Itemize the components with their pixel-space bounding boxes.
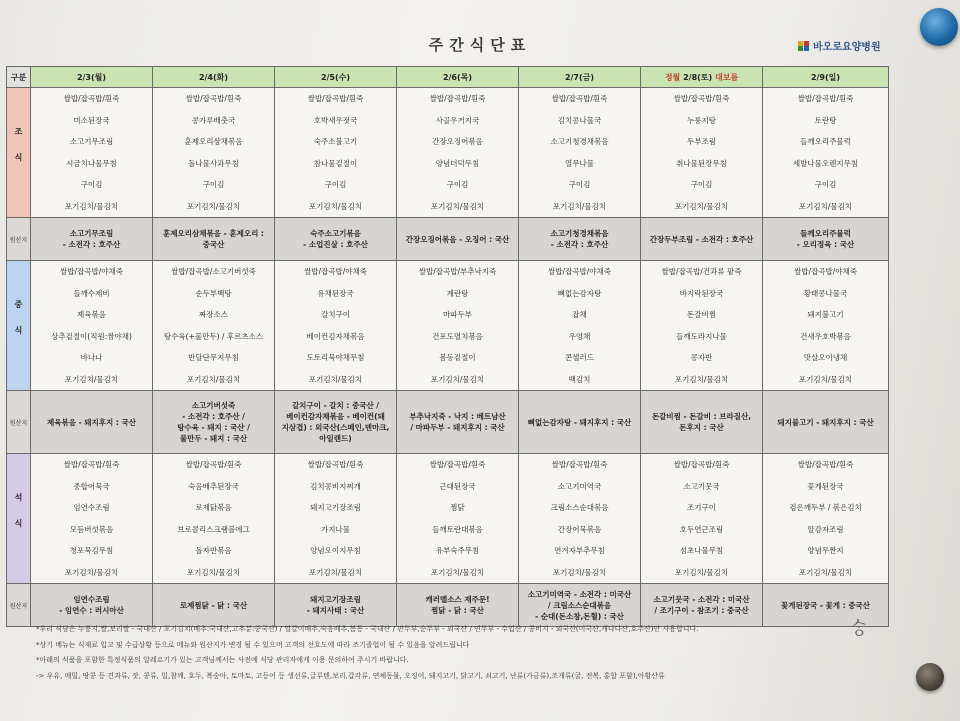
menu-item: 쌀밥/잡곡밥/흰죽 — [551, 94, 608, 103]
menu-item: 포기김치/물김치 — [64, 567, 119, 577]
handwritten-signature: ᄉᆞᆼ — [849, 617, 869, 640]
origin-cell: 소고기버섯죽 - 소전각 : 호주산 / 탕수육 - 돼지 : 국산 / 물만두 - 돼지 : 국산 — [153, 391, 275, 454]
origin-cell: 숙주소고기볶음 - 소업진살 : 호주산 — [275, 218, 397, 261]
menu-item: 소고기청경채볶음 — [550, 137, 609, 146]
menu-item: 사골우거지국 — [435, 115, 480, 125]
menu-item: 구이김 — [814, 180, 837, 189]
menu-item: 숙주소불고기 — [313, 137, 358, 146]
dark-magnet-icon — [916, 663, 944, 691]
menu-item: 근대된장국 — [439, 481, 476, 491]
menu-item: 연겨자부추무침 — [554, 546, 605, 555]
origin-cell: 소고기무조림 - 소전각 : 호주산 — [31, 218, 153, 261]
menu-cell — [519, 454, 641, 584]
menu-item: 포기김치/물김치 — [186, 201, 241, 211]
menu-cell — [519, 88, 641, 218]
menu-cell — [641, 261, 763, 391]
meal-category: 석식 — [7, 454, 31, 584]
menu-item: 우엉채 — [568, 331, 591, 341]
origin-cell: 갈치구이 - 갈치 : 중국산 / 베이컨감자채볶음 - 베이컨(돼 지삼겹) : 외국산(스페인,덴마크, 아일랜드) — [275, 391, 397, 454]
menu-cell — [519, 261, 641, 391]
menu-item: 구이김 — [80, 180, 103, 189]
header-day — [31, 67, 153, 88]
weekly-menu-table — [6, 66, 888, 627]
header-day — [275, 67, 397, 88]
notes — [36, 622, 866, 684]
menu-item: 꽃게된장국 — [807, 481, 844, 491]
menu-item: 세발나물오렌지무침 — [792, 158, 859, 168]
menu-item: 쌀밥/잡곡밥/흰죽 — [429, 460, 486, 469]
menu-item: 쌀밥/잡곡밥/소고기버섯죽 — [171, 267, 256, 276]
menu-cell — [397, 261, 519, 391]
menu-item: 양념더덕무침 — [435, 158, 480, 168]
menu-item: 돼지고기장조림 — [310, 503, 361, 512]
note-line: -> 우유, 메밀, 땅콩 등 견과류, 잣, 콩류, 밀,참깨, 호두, 복숭아, 토마토, 고등어 등 생선류,글루텐,보리,갑각류, 연체동물, 오징어, 돼지고기, 닭고기, 쇠고기, 난류(가금류),조개류(굴, 전복, 홍합 포함),아황산류 — [36, 671, 665, 680]
menu-item: 들깨도라지나물 — [676, 331, 727, 341]
menu-item: 포기김치/물김치 — [430, 201, 485, 211]
menu-item: 포기김치/물김치 — [308, 567, 363, 577]
origin-cell: 들깨오리주물럭 - 오리정육 : 국산 — [763, 218, 889, 261]
menu-item: 계란탕 — [446, 288, 469, 298]
origin-cell: 캐러멜소스 재주문! 찜닭 - 닭 : 국산 — [397, 584, 519, 627]
menu-item: 돌자반볶음 — [195, 546, 232, 555]
menu-item: 열무나물 — [565, 158, 594, 168]
menu-item: 소고기미역국 — [557, 481, 602, 491]
day-label: 2/9(일) — [810, 72, 841, 82]
menu-cell — [275, 454, 397, 584]
menu-item: 조기구이 — [687, 503, 716, 512]
menu-item: 포기김치/물김치 — [674, 567, 729, 577]
menu-item: 쌀밥/잡곡밥/흰죽 — [673, 94, 730, 103]
origin-label: 원산지 — [7, 218, 31, 261]
menu-item: 검은깨두부 / 볶은김치 — [789, 503, 862, 512]
hospital-logo — [798, 38, 881, 53]
menu-item: 브로콜리스크램블에그 — [177, 524, 250, 534]
menu-item: 쌀밥/잡곡밥/흰죽 — [63, 460, 120, 469]
menu-item: 김치콩비지찌개 — [310, 481, 361, 491]
menu-item: 베이컨김자채볶음 — [306, 331, 365, 341]
menu-item: 포기김치/물김치 — [430, 567, 485, 577]
menu-item: 간장오징어볶음 — [432, 137, 483, 146]
menu-cell — [641, 88, 763, 218]
origin-cell: 간장두부조림 - 소전각 : 호주산 — [641, 218, 763, 261]
day-label: 2/7(금) — [564, 72, 595, 82]
menu-cell — [153, 454, 275, 584]
menu-cell — [31, 261, 153, 391]
menu-item: 유부숙주무침 — [435, 546, 480, 555]
menu-item: 순두부백탕 — [195, 288, 232, 298]
menu-item: 백김치 — [568, 374, 591, 384]
menu-item: 돈갈비찜 — [687, 310, 716, 319]
menu-item: 포기김치/물김치 — [552, 201, 607, 211]
note-line: *상기 메뉴는 식재료 입고 및 수급상황 등으로 메뉴와 원산지가 변경 될 수 있으며 고객의 선호도에 따라 조기졸업이 될 수 있음을 알려드립니다 — [36, 640, 470, 649]
menu-item: 바지락된장국 — [679, 288, 724, 298]
menu-item: 숙음배추된장국 — [188, 481, 239, 491]
origin-row — [7, 391, 889, 454]
menu-cell — [641, 454, 763, 584]
menu-item: 쌀밥/잡곡밥/흰죽 — [551, 460, 608, 469]
menu-item: 참나물겉절이 — [313, 158, 358, 168]
menu-item: 구이김 — [690, 180, 713, 189]
menu-item: 포기김치/물김치 — [674, 374, 729, 384]
meal-row — [7, 261, 889, 391]
menu-cell — [763, 454, 889, 584]
menu-item: 호두연근조림 — [679, 524, 724, 534]
menu-item: 포기김치/물김치 — [308, 201, 363, 211]
origin-label: 원산지 — [7, 584, 31, 627]
origin-cell: 소고기뭇국 - 소전각 : 미국산 / 조기구이 - 참조기 : 중국산 — [641, 584, 763, 627]
note-line: *우리 식당은 누룽지,쌀,보리쌀 - 국내산 / 포기김치(배추:국내산,고추분:중국산) / 열갈이배추,숙음배추,봄동 - 국내산 / 판두부,순두부 - 외국산 / 연두부 - 수입산 / 콩비지 - 외국산(미국산,캐나다산,호주산)만 사용합니다. — [36, 625, 699, 633]
menu-item: 쌀밥/잡곡밥/부추낙지죽 — [418, 267, 497, 276]
origin-cell: 뼈없는감자탕 - 돼지후지 : 국산 — [519, 391, 641, 454]
header-day — [153, 67, 275, 88]
menu-item: 잡채 — [572, 310, 587, 319]
menu-item: 맛살오이냉채 — [803, 353, 848, 362]
menu-item: 뼈없는감자탕 — [557, 288, 602, 298]
note-line: *아래의 식품을 포함한 특정식품의 알레르기가 있는 고객님께서는 사전에 식당 관리자에게 이용 문의하여 주시기 바랍니다. — [36, 656, 409, 664]
origin-cell: 제육볶음 - 돼지후지 : 국산 — [31, 391, 153, 454]
day-label: 2/8(토) — [683, 72, 713, 82]
menu-item: 제육볶음 — [77, 310, 106, 319]
menu-item: 갈치구이 — [321, 310, 350, 319]
menu-item: 콩가루배춧국 — [191, 115, 236, 125]
header-day — [519, 67, 641, 88]
origin-label: 원산지 — [7, 391, 31, 454]
menu-item: 쌀밥/잡곡밥/흰죽 — [797, 460, 854, 469]
day-label: 2/4(화) — [198, 72, 229, 82]
menu-item: 쌀밥/잡곡밥/흰죽 — [797, 94, 854, 103]
menu-item: 청포묵김무침 — [69, 546, 114, 555]
menu-item: 포기김치/물김치 — [308, 374, 363, 384]
menu-item: 포기김치/물김치 — [64, 201, 119, 211]
menu-item: 쌀밥/잡곡밥/야채죽 — [59, 267, 123, 276]
header-day — [641, 67, 763, 88]
menu-item: 임연수조림 — [73, 503, 110, 512]
menu-item: 봄동겉절이 — [439, 353, 476, 362]
menu-item: 들깨수제비 — [73, 288, 110, 298]
day-label: 2/5(수) — [320, 72, 351, 82]
header-category: 구분 — [7, 67, 31, 88]
menu-item: 구이김 — [446, 180, 469, 189]
origin-cell: 부추낙지죽 - 낙지 : 베트남산 / 마파두부 - 돼지후지 : 국산 — [397, 391, 519, 454]
menu-item: 콩자반 — [690, 353, 713, 362]
menu-item: 쌀밥/잡곡밥/흰죽 — [63, 94, 120, 103]
holiday-suffix: 대보름 — [714, 72, 739, 82]
origin-cell: 간장오징어볶음 - 오징어 : 국산 — [397, 218, 519, 261]
menu-item: 포기김치/물김치 — [798, 201, 853, 211]
origin-cell: 임연수조림 - 임연수 : 러시아산 — [31, 584, 153, 627]
origin-cell: 로제찜닭 - 닭 : 국산 — [153, 584, 275, 627]
menu-cell — [763, 261, 889, 391]
menu-item: 양념오이지무침 — [310, 546, 361, 555]
meal-category: 중식 — [7, 261, 31, 391]
menu-cell — [397, 454, 519, 584]
day-label: 2/3(월) — [76, 72, 107, 82]
menu-item: 알감자조림 — [807, 524, 844, 534]
menu-item: 시금치나물무침 — [66, 158, 117, 168]
menu-cell — [763, 88, 889, 218]
menu-item: 소고기무조림 — [69, 137, 114, 146]
menu-item: 유채된장국 — [317, 288, 354, 298]
menu-item: 모듬버섯볶음 — [69, 524, 114, 534]
menu-cell — [31, 88, 153, 218]
menu-item: 쌀밥/잡곡밥/흰죽 — [673, 460, 730, 469]
menu-item: 포기김치/물김치 — [552, 567, 607, 577]
origin-cell: 훈제오리삼채볶음 - 훈제오리 : 중국산 — [153, 218, 275, 261]
menu-item: 쌀밥/잡곡밥/흰죽 — [307, 94, 364, 103]
menu-item: 포기김치/물김치 — [186, 374, 241, 384]
menu-item: 쌀밥/잡곡밥/건과류 팥죽 — [661, 267, 742, 276]
menu-item: 포기김치/물김치 — [674, 201, 729, 211]
menu-cell — [153, 88, 275, 218]
menu-item: 황태콩나물국 — [803, 288, 848, 298]
menu-item: 구이김 — [324, 180, 347, 189]
page-title: 주간식단표 — [428, 36, 532, 54]
menu-item: 쌀밥/잡곡밥/흰죽 — [185, 460, 242, 469]
menu-item: 구이김 — [568, 180, 591, 189]
meal-category: 조식 — [7, 88, 31, 218]
origin-cell: 돼지불고기 - 돼지후지 : 국산 — [763, 391, 889, 454]
menu-item: 들깨토란대볶음 — [432, 524, 483, 534]
menu-item: 콘샐러드 — [565, 353, 594, 362]
menu-item: 크림소스순대볶음 — [550, 503, 609, 512]
menu-item: 들깨오리주물럭 — [800, 137, 851, 146]
origin-row — [7, 584, 889, 627]
menu-item: 포기김치/물김치 — [186, 567, 241, 577]
origin-cell: 돼지고기장조림 - 돼지사태 : 국산 — [275, 584, 397, 627]
meal-row — [7, 88, 889, 218]
menu-item: 쌀밥/잡곡밥/야채죽 — [793, 267, 857, 276]
menu-item: 마파두부 — [443, 310, 472, 319]
origin-cell: 돈갈비찜 - 돈갈비 : 브라질산, 돈후지 : 국산 — [641, 391, 763, 454]
table-header-row — [7, 67, 889, 88]
menu-item: 탕수육(+물만두) / 후르츠소스 — [163, 331, 264, 341]
menu-cell — [275, 88, 397, 218]
menu-item: 누룽지탕 — [687, 115, 716, 125]
menu-item: 포기김치/물김치 — [430, 374, 485, 384]
menu-cell — [31, 454, 153, 584]
menu-item: 포기김치/물김치 — [64, 374, 119, 384]
menu-item: 훈제오리삼채볶음 — [184, 137, 243, 146]
menu-item: 소고기뭇국 — [683, 481, 720, 491]
header-day — [397, 67, 519, 88]
holiday-prefix: 정월 — [664, 72, 681, 82]
menu-item: 김치콩나물국 — [557, 115, 602, 125]
menu-item: 양념무짠지 — [807, 546, 844, 555]
menu-item: 바나나 — [80, 353, 103, 362]
menu-cell — [397, 88, 519, 218]
menu-item: 토란탕 — [814, 115, 837, 125]
menu-item: 미소된장국 — [73, 115, 110, 125]
menu-cell — [275, 261, 397, 391]
origin-cell: 소고기미역국 - 소전각 : 미국산 / 크림소스순대볶음 - 순대(돈소창,돈혈) : 국산 — [519, 584, 641, 627]
menu-item: 섬초나물무침 — [679, 546, 724, 555]
menu-item: 쌀밥/잡곡밥/야채죽 — [547, 267, 611, 276]
origin-cell: 꽃게된장국 - 꽃게 : 중국산 — [763, 584, 889, 627]
menu-item: 도토리묵야채무침 — [306, 353, 365, 362]
menu-item: 구이김 — [202, 180, 225, 189]
menu-item: 종합어묵국 — [73, 481, 110, 491]
menu-item: 돌나물사과무침 — [188, 158, 239, 168]
menu-item: 쌀밥/잡곡밥/흰죽 — [185, 94, 242, 103]
origin-cell: 소고기청경채볶음 - 소전각 : 호주산 — [519, 218, 641, 261]
menu-item: 건새우호박볶음 — [800, 331, 851, 341]
menu-item: 돼지불고기 — [807, 310, 844, 319]
menu-item: 간장어묵볶음 — [557, 524, 602, 534]
menu-item: 로제닭볶음 — [195, 503, 232, 512]
menu-cell — [153, 261, 275, 391]
menu-item: 상추겉절이(직원:쌈야채) — [51, 331, 132, 341]
day-label: 2/6(목) — [442, 72, 473, 82]
menu-item: 포기김치/물김치 — [798, 374, 853, 384]
menu-item: 쌀밥/잡곡밥/야채죽 — [303, 267, 367, 276]
menu-item: 포기김치/물김치 — [798, 567, 853, 577]
menu-item: 취나물된장무침 — [676, 158, 727, 168]
menu-item: 찜닭 — [450, 503, 465, 512]
origin-row — [7, 218, 889, 261]
menu-item: 호박새우젓국 — [313, 115, 358, 125]
menu-item: 반달단무지무침 — [188, 353, 239, 362]
menu-item: 가지나물 — [321, 524, 350, 534]
menu-item: 두부조림 — [687, 137, 716, 146]
menu-item: 짜장소스 — [199, 310, 228, 319]
logo-icon — [798, 41, 810, 51]
header-day — [763, 67, 889, 88]
logo-text: 바오로요양병원 — [813, 42, 881, 53]
menu-item: 건포도멸치볶음 — [432, 331, 483, 341]
menu-item: 쌀밥/잡곡밥/흰죽 — [429, 94, 486, 103]
menu-item: 쌀밥/잡곡밥/흰죽 — [307, 460, 364, 469]
meal-row — [7, 454, 889, 584]
